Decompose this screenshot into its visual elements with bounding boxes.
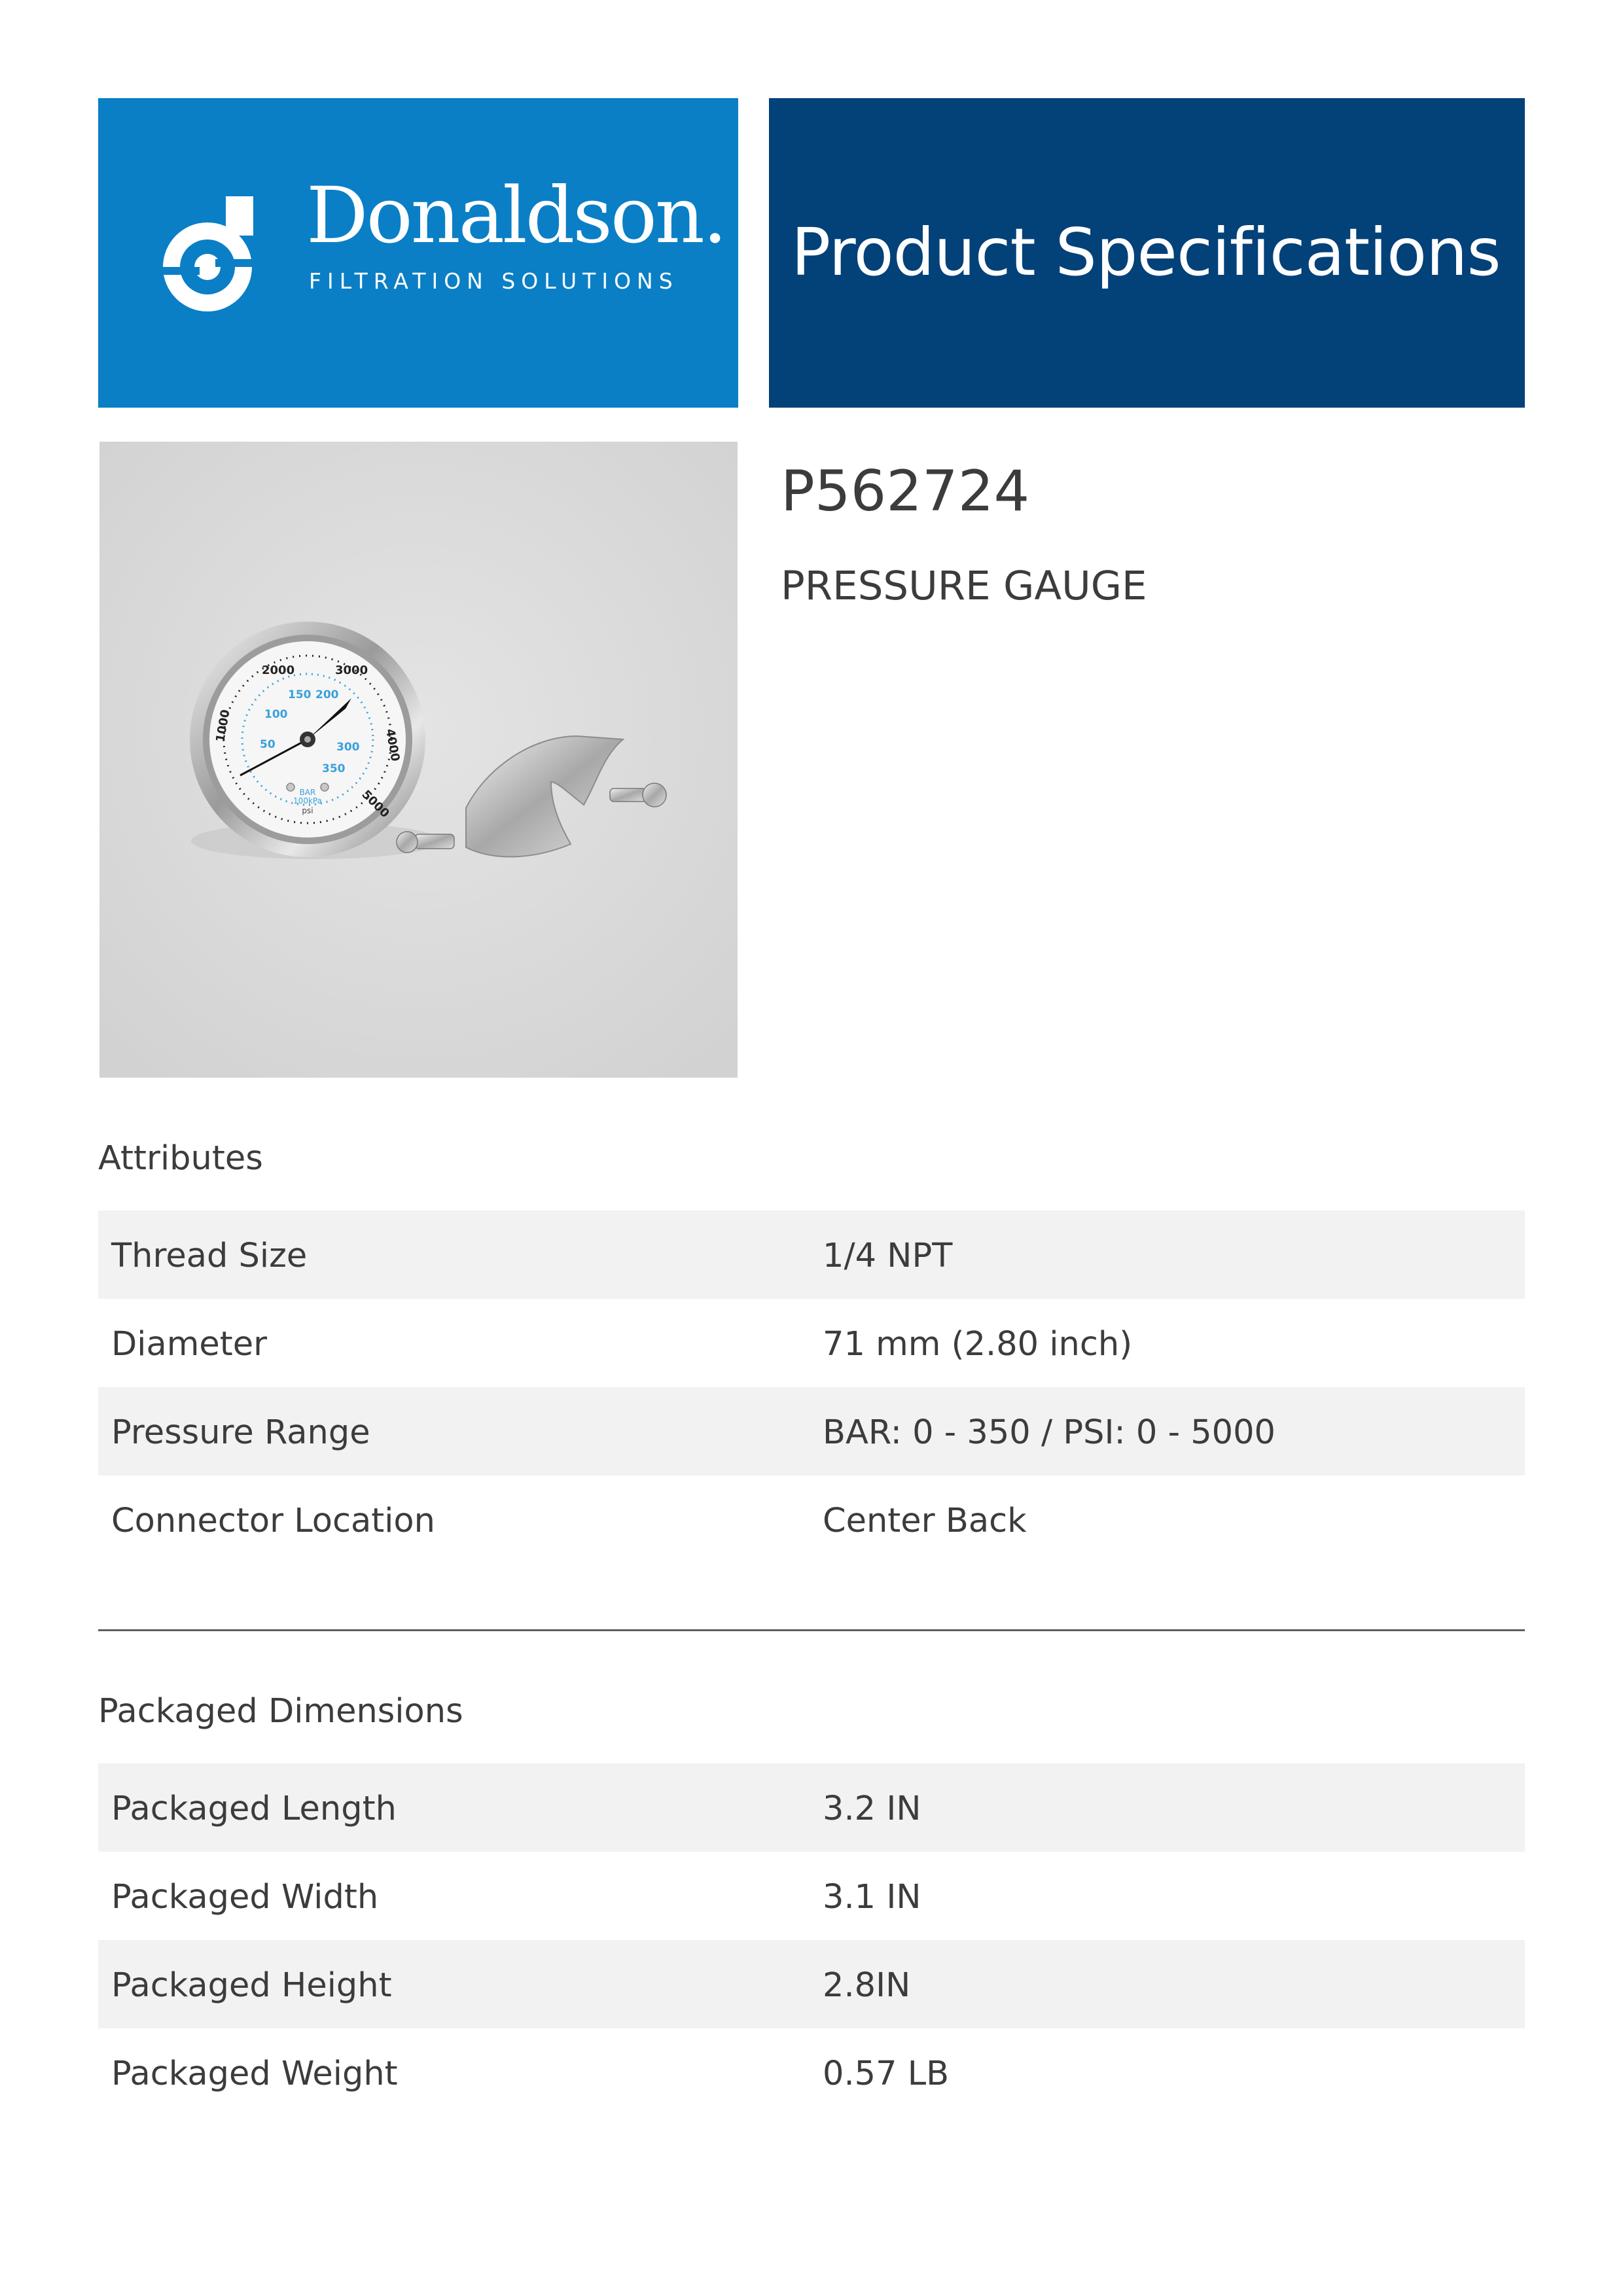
gauge-unit-label: 100kPa [293, 796, 322, 805]
gauge-outer-label: 1000 [213, 708, 233, 743]
product-description: PRESSURE GAUGE [781, 563, 1147, 609]
table-row [98, 1852, 1525, 1940]
attributes-heading: Attributes [98, 1139, 263, 1178]
pressure-gauge-illustration [99, 442, 738, 1078]
row-label: Connector Location [111, 1502, 435, 1540]
gauge-inner-label: 150 [288, 688, 312, 701]
gauge-inner-label: 300 [336, 741, 360, 754]
row-label: Diameter [111, 1325, 268, 1364]
gauge-outer-label: 4000 [383, 728, 402, 763]
brand-tagline: FILTRATION SOLUTIONS [309, 268, 679, 294]
row-label: Packaged Weight [111, 2055, 398, 2093]
gauge-outer-label: 3000 [335, 663, 368, 677]
row-label: Packaged Width [111, 1878, 379, 1916]
gauge-outer-label: 2000 [262, 663, 295, 677]
gauge-inner-label: 350 [322, 762, 346, 775]
attributes-table [98, 1210, 1525, 1564]
packaged-dimensions-table [98, 1763, 1525, 2117]
gauge-unit-label: psi [302, 806, 313, 815]
table-row [98, 2028, 1525, 2117]
gauge-outer-label: 5000 [359, 787, 392, 821]
row-label: Pressure Range [111, 1413, 370, 1452]
product-photo [99, 442, 738, 1078]
donaldson-logo-icon [160, 196, 259, 314]
section-divider [98, 1629, 1525, 1631]
table-row [98, 1299, 1525, 1387]
row-label: Thread Size [111, 1237, 308, 1275]
table-row [98, 1210, 1525, 1299]
row-value: 2.8IN [823, 1966, 911, 2005]
brand-name: Donaldson. [306, 170, 726, 260]
table-row [98, 1475, 1525, 1564]
row-value: 1/4 NPT [823, 1237, 953, 1275]
table-row [98, 1387, 1525, 1475]
gauge-inner-label: 50 [260, 738, 276, 751]
row-value: 71 mm (2.80 inch) [823, 1325, 1133, 1364]
gauge-inner-label: 100 [264, 708, 288, 721]
row-value: 3.1 IN [823, 1878, 921, 1916]
gauge-inner-label: 200 [315, 688, 339, 701]
header-title-panel [769, 98, 1525, 408]
page-title: Product Specifications [791, 214, 1501, 291]
table-row [98, 1940, 1525, 2028]
row-value: 3.2 IN [823, 1790, 921, 1828]
packaged-dimensions-heading: Packaged Dimensions [98, 1692, 463, 1731]
gauge-unit-label: BAR [299, 788, 316, 797]
row-label: Packaged Height [111, 1966, 392, 2005]
row-value: 0.57 LB [823, 2055, 950, 2093]
row-value: BAR: 0 - 350 / PSI: 0 - 5000 [823, 1413, 1275, 1452]
brand-logo-panel [98, 98, 738, 408]
row-label: Packaged Length [111, 1790, 397, 1828]
row-value: Center Back [823, 1502, 1027, 1540]
table-row [98, 1763, 1525, 1852]
part-number: P562724 [781, 459, 1030, 524]
